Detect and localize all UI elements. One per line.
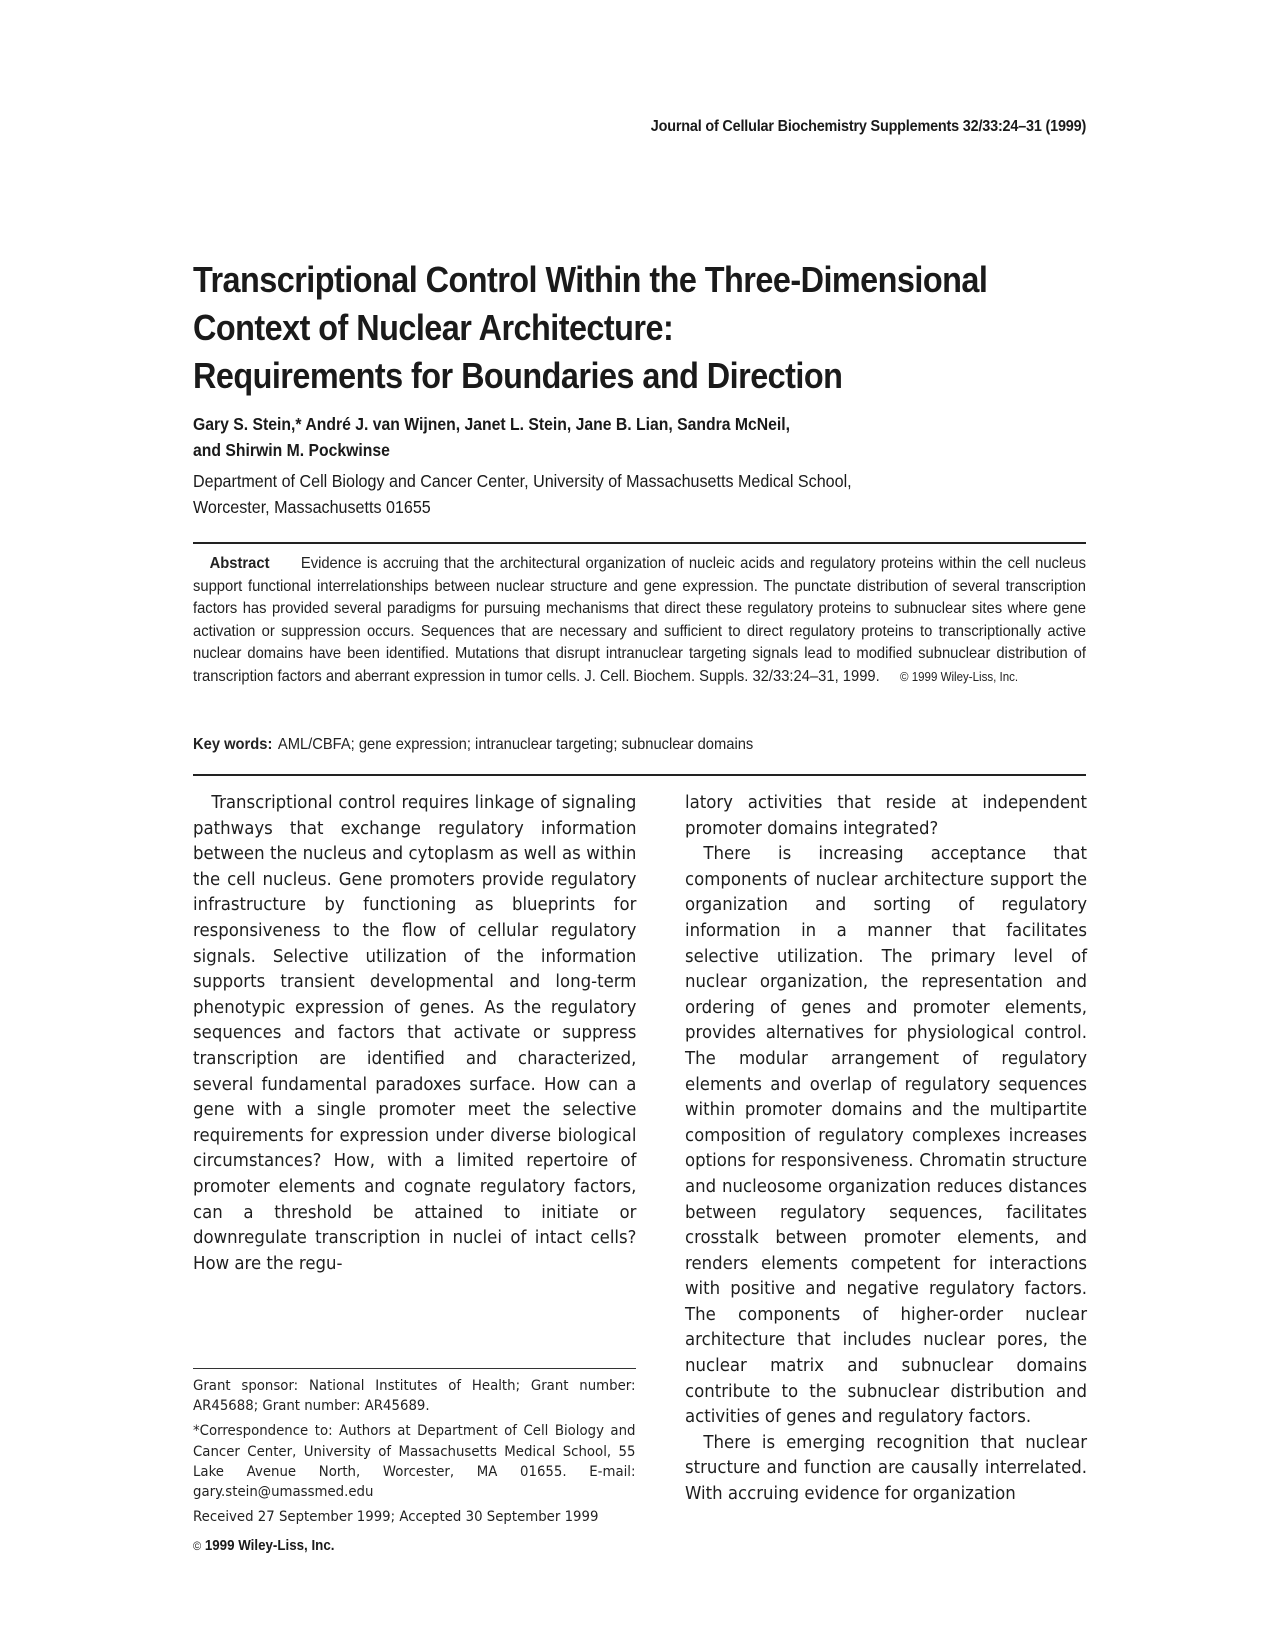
copyright-icon: ©	[193, 1539, 202, 1553]
affiliation-line: Department of Cell Biology and Cancer Center, University of Massachusetts Medical School,	[193, 471, 852, 491]
body-paragraph: There is emerging recognition that nuclear structure and function are causally interrelated. With accruing evidence for organization	[685, 1431, 1088, 1505]
footnote-divider	[193, 1368, 636, 1369]
keywords	[193, 734, 753, 756]
affiliation	[193, 468, 852, 520]
footnotes	[193, 1376, 635, 1532]
body-paragraph: Transcriptional control requires linkage of signaling pathways that exchange regulatory information between the nucleus and cytoplasm as well as within the cell nucleus. Gene promoters provide regulatory infrastructure by functioning as blueprints for responsiveness to the flow of cellular regulatory signals. Selective utilization of the information supports transient developmental and long-term phenotypic expression of genes. As the regulatory sequences and factors that activate or suppress transcription are identified and characterized, several fundamental paradoxes surface. How can a gene with a single promoter meet the selective requirements for expression under diverse biological circumstances? How, with a limited repertoire of promoter elements and cognate regulatory factors, can a threshold be attained to initiate or downregulate transcription in nuclei of intact cells? How are the regu-	[193, 792, 637, 1274]
author-list	[193, 411, 790, 463]
body-paragraph: latory activities that reside at independent promoter domains integrated?	[685, 792, 1088, 839]
title-line: Transcriptional Control Within the Three-Dimensional	[193, 259, 988, 300]
keywords-label: Key words:	[193, 736, 273, 753]
abstract-top-divider	[193, 542, 1086, 544]
publisher-copyright	[193, 1538, 334, 1554]
authors-line: and Shirwin M. Pockwinse	[193, 440, 390, 460]
article-title	[193, 256, 1003, 400]
publisher-text: 1999 Wiley-Liss, Inc.	[204, 1538, 335, 1554]
footnote-received: Received 27 September 1999; Accepted 30 September 1999	[193, 1509, 599, 1526]
running-head: Journal of Cellular Biochemistry Supplements 32/33:24–31 (1999)	[650, 118, 1086, 135]
body-paragraph: There is increasing acceptance that components of nuclear architecture support the organization and sorting of regulatory information in a manner that facilitates selective utilization. The primary level of nuclear organization, the representation and ordering of genes and promoter elements, provides alternatives for physiological control. The modular arrangement of regulatory elements and overlap of regulatory sequences within promoter domains and the multipartite composition of regulatory complexes increases options for responsiveness. Chromatin structure and nucleosome organization reduces distances between regulatory sequences, facilitates crosstalk between promoter elements, and renders elements competent for interactions with positive and negative regulatory factors. The components of higher-order nuclear architecture that includes nuclear pores, the nuclear matrix and subnuclear domains contribute to the subnuclear distribution and activities of genes and regulatory factors.	[685, 843, 1088, 1428]
title-line: Context of Nuclear Architecture:	[193, 307, 674, 348]
title-line: Requirements for Boundaries and Direction	[193, 355, 843, 396]
footnote-grant: Grant sponsor: National Institutes of Health; Grant number: AR45688; Grant number: AR45689.	[193, 1378, 636, 1415]
affiliation-line: Worcester, Massachusetts 01655	[193, 497, 431, 517]
abstract-bottom-divider	[193, 774, 1086, 776]
abstract-text: Evidence is accruing that the architectural organization of nucleic acids and regulatory proteins within the cell nucleus support functional interrelationships between nuclear structure and gene expression. The punctate distribution of several transcription factors has provided several paradigms for pursuing mechanisms that direct these regulatory proteins to subnuclear sites where gene activation or suppression occurs. Sequences that are necessary and sufficient to direct regulatory proteins to transcriptionally active nuclear domains have been identified. Mutations that disrupt intranuclear targeting signals lead to modified subnuclear distribution of transcription factors and aberrant expression in tumor cells. J. Cell. Biochem. Suppls. 32/33:24–31, 1999.	[193, 555, 1086, 685]
body-column-right	[685, 790, 1087, 1507]
keywords-text: AML/CBFA; gene expression; intranuclear targeting; subnuclear domains	[277, 736, 754, 753]
abstract-copyright: © 1999 Wiley-Liss, Inc.	[900, 669, 1019, 684]
body-column-left	[193, 790, 636, 1276]
authors-line: Gary S. Stein,* André J. van Wijnen, Janet L. Stein, Jane B. Lian, Sandra McNeil,	[193, 414, 791, 434]
footnote-correspondence: *Correspondence to: Authors at Department of Cell Biology and Cancer Center, University of Massachusetts Medical School, 55 Lake Avenue North, Worcester, MA 01655. E-mail: gary.stein@umassmed.edu	[193, 1423, 636, 1501]
abstract-label: Abstract	[209, 555, 270, 572]
abstract	[193, 553, 1086, 689]
